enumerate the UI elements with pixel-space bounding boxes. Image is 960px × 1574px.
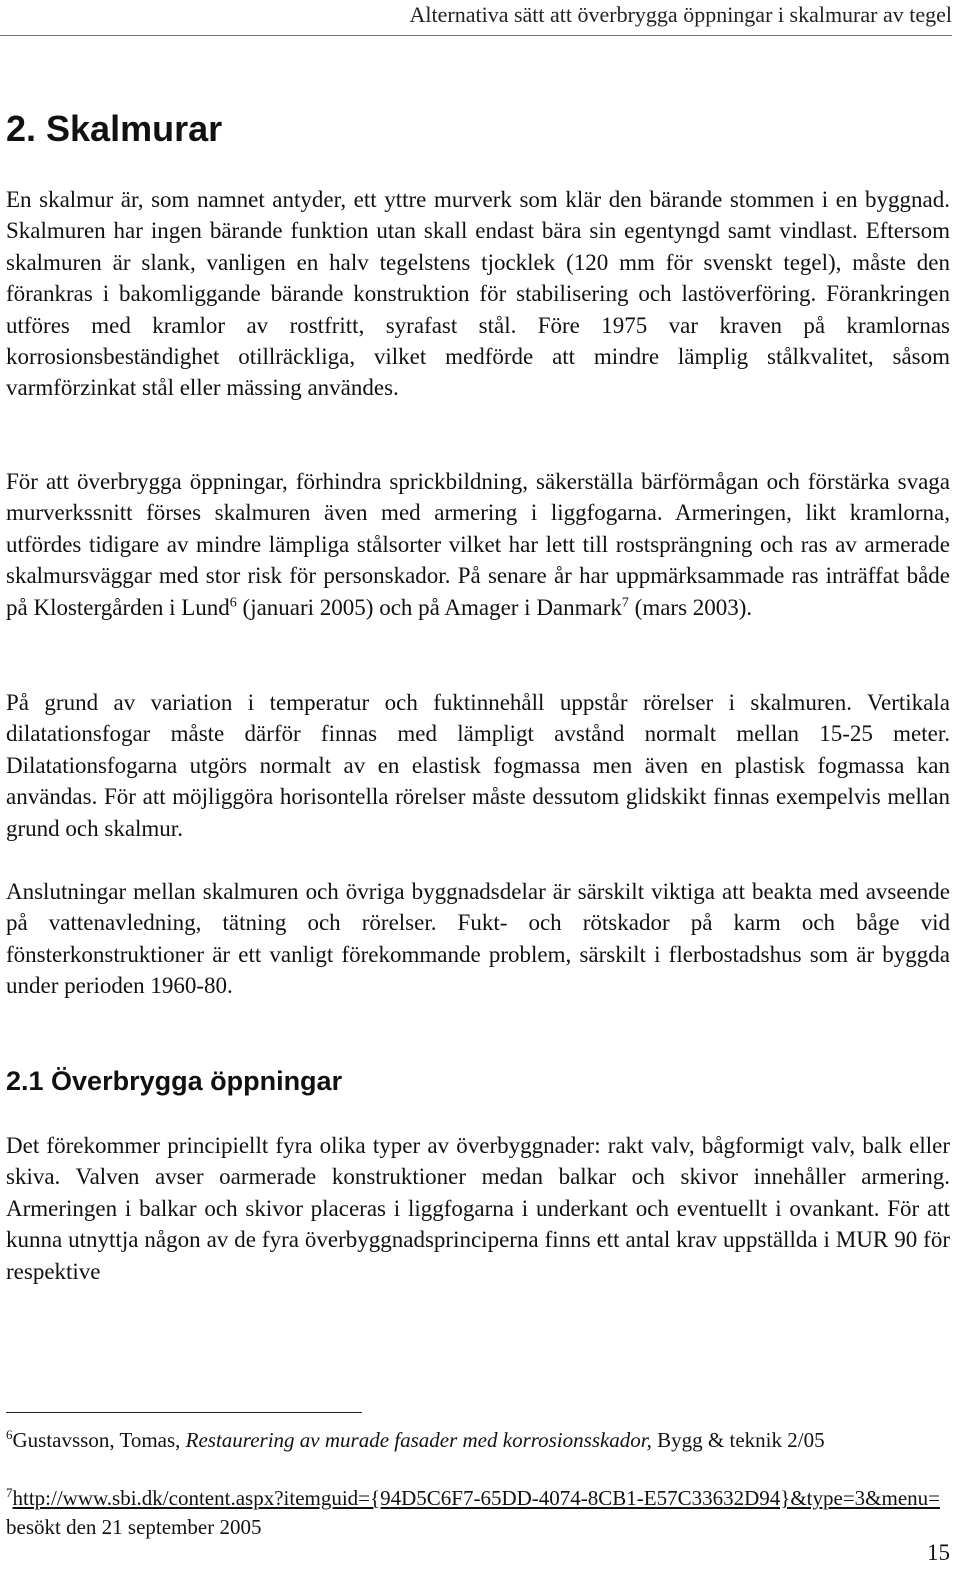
footnote-authors: Gustavsson, Tomas,	[12, 1428, 186, 1452]
header-divider	[0, 35, 952, 36]
footnote-title: Restaurering av murade fasader med korrosionsskador,	[185, 1428, 652, 1452]
running-header: Alternativa sätt att överbrygga öppningar i skalmurar av tegel	[409, 2, 952, 27]
paragraph-armering	[6, 466, 950, 623]
paragraph-overbyggnader: Det förekommer principiellt fyra olika typer av överbyggnader: rakt valv, bågformigt valv, balk eller skiva. Valven avser oarmerade konstruktioner medan balkar och skivor innehåller armering. Armeringen i balkar och skivor placeras i liggfogarna i underkant och eventuellt i ovankant. För att kunna utnyttja någon av de fyra överbyggnadsprinciperna finns ett antal krav uppställda i MUR 90 för respektive	[6, 1133, 950, 1284]
footnote-divider	[6, 1412, 362, 1413]
paragraph-skalmur-definition: En skalmur är, som namnet antyder, ett yttre murverk som klär den bärande stommen i en byggnad. Skalmuren har ingen bärande funktion utan skall endast bära sin egentyngd samt vindlast. Eftersom skalmuren är slank, vanligen en halv tegelstens tjocklek (120 mm för svenskt tegel), måste den förankras i bakomliggande bärande konstruktion för stabilisering och lastöverföring. Förankringen utföres med kramlor av rostfritt, syrafast stål. Före 1975 var kraven på kramlornas korrosionsbeständighet otillräckliga, vilket medförde att mindre lämplig stålkvalitet, såsom varmförzinkat stål eller mässing användes.	[6, 187, 950, 401]
footnote-6	[6, 1426, 950, 1455]
paragraph-text: För att överbrygga öppningar, förhindra sprickbildning, säkerställa bärförmågan och förstärka svaga murverkssnitt förses skalmuren även med armering i liggfogarna. Armeringen, likt kramlorna, utfördes tidigare av mindre lämpliga stålsorter vilket har lett till rostsprängning och ras av armerade skalmursväggar med stor risk för personskador. På senare år har uppmärksammade ras inträffat både på Klostergården i Lund	[6, 469, 950, 620]
footnote-visited-date: besökt den 21 september 2005	[6, 1515, 262, 1539]
paragraph-text: (mars 2003).	[628, 594, 753, 620]
footnote-7	[6, 1484, 950, 1542]
footnote-source: Bygg & teknik 2/05	[651, 1428, 825, 1452]
paragraph-text: (januari 2005) och på Amager i Danmark	[236, 594, 622, 620]
footnote-ref-6[interactable]: 6	[229, 594, 237, 610]
paragraph-dilatationsfogar: På grund av variation i temperatur och fuktinnehåll uppstår rörelser i skalmuren. Vertikala dilatationsfogar måste därför finnas med lämpligt avstånd normalt mellan 15-25 meter. Dilatationsfogarna utgörs normalt av en elastisk fogmassa men även en plastisk fogmassa kan användas. För att möjliggöra horisontella rörelser måste dessutom glidskikt finnas exempelvis mellan grund och skalmur.	[6, 690, 950, 841]
page-number: 15	[927, 1540, 950, 1565]
footnote-ref-7[interactable]: 7	[621, 594, 629, 610]
paragraph-anslutningar: Anslutningar mellan skalmuren och övriga byggnadsdelar är särskilt viktiga att beakta med avseende på vattenavledning, tätning och rörelser. Fukt- och rötskador på karm och båge vid fönsterkonstruktioner är ett vanligt förekommande problem, särskilt i flerbostadshus som är byggda under perioden 1960-80.	[6, 879, 950, 999]
footnote-number: 7	[6, 1485, 13, 1500]
footnote-link[interactable]: http://www.sbi.dk/content.aspx?itemguid={94D5C6F7-65DD-4074-8CB1-E57C33632D94}&type=3&menu=	[12, 1486, 941, 1510]
footnote-number: 6	[6, 1427, 13, 1442]
section-heading: 2. Skalmurar	[6, 108, 223, 149]
subsection-heading: 2.1 Överbrygga öppningar	[6, 1066, 343, 1096]
